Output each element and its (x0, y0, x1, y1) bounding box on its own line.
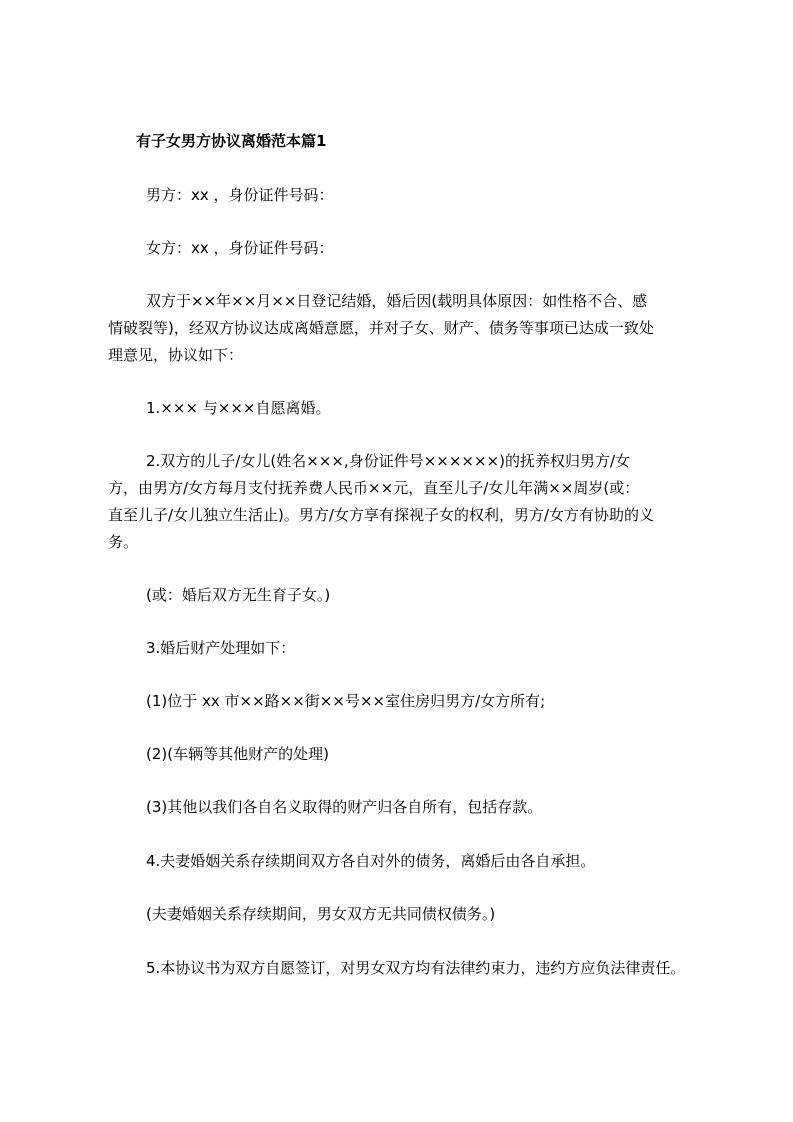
clause-2-line-2: 方，由男方/女方每月支付抚养费人民币××元，直至儿子/女儿年满××周岁(或： (108, 479, 640, 497)
clause-3: 3.婚后财产处理如下： (146, 639, 296, 657)
clause-5: 5.本协议书为双方自愿签订，对男女双方均有法律约束力，违约方应负法律责任。 (146, 959, 686, 977)
intro-line-3: 理意见，协议如下： (108, 346, 244, 364)
wife-line: 女方：xx ，身份证件号码： (146, 239, 334, 257)
intro-line-1: 双方于××年××月××日登记结婚，婚后因(载明具体原因：如性格不合、感 (146, 292, 648, 310)
clause-3-1: (1)位于 xx 市××路××街××号××室住房归男方/女方所有; (146, 692, 546, 710)
clause-2-line-4: 务。 (108, 533, 139, 551)
intro-line-2: 情破裂等)，经双方协议达成离婚意愿，并对子女、财产、债务等事项已达成一致处 (108, 319, 654, 337)
clause-3-2: (2)(车辆等其他财产的处理) (146, 745, 329, 763)
clause-2-alternative: (或：婚后双方无生育子女。) (146, 586, 331, 604)
clause-2-line-3: 直至儿子/女儿独立生活止)。男方/女方享有探视子女的权利，男方/女方有协助的义 (108, 506, 655, 524)
clause-4-alternative: (夫妻婚姻关系存续期间，男女双方无共同债权债务。) (146, 905, 496, 923)
clause-2-line-1: 2.双方的儿子/女儿(姓名×××,身份证件号××××××)的抚养权归男方/女 (146, 452, 631, 470)
clause-1: 1.××× 与×××自愿离婚。 (146, 399, 331, 417)
husband-line: 男方：xx ，身份证件号码： (146, 186, 334, 204)
clause-3-3: (3)其他以我们各自名义取得的财产归各自所有，包括存款。 (146, 798, 543, 816)
clause-4: 4.夫妻婚姻关系存续期间双方各自对外的债务，离婚后由各自承担。 (146, 852, 596, 870)
document-title: 有子女男方协议离婚范本篇1 (136, 132, 327, 150)
